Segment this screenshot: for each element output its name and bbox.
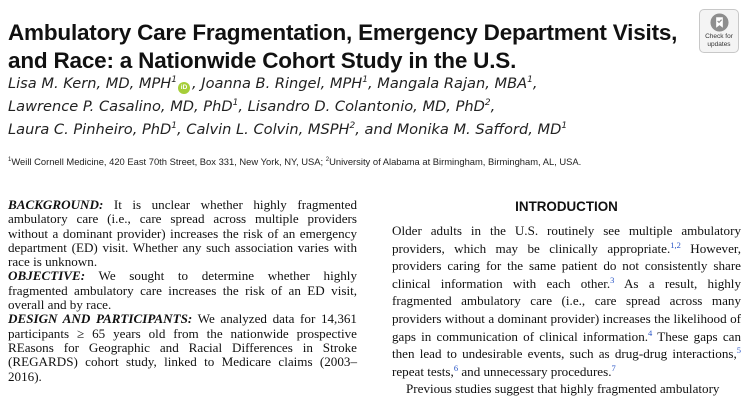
intro-text: and unnecessary procedures. <box>458 363 612 379</box>
author-list <box>8 72 738 141</box>
citation-ref: 1,2 <box>670 239 681 250</box>
background-label: BACKGROUND: <box>8 197 104 212</box>
abstract-background <box>8 198 357 269</box>
author-separator: , and <box>355 121 397 138</box>
affiliation-text: Weill Cornell Medicine, 420 East 70th Street, Box 331, New York, NY, USA; <box>11 156 326 167</box>
intro-text: However, providers caring for the same patient do not consistently share clinical information with each other. <box>392 240 741 291</box>
badge-label <box>700 33 738 48</box>
design-text: We analyzed data for 14,361 participants ≥ 65 years old from the nationwide prospective REasons for Geographic and Racial Differences in Stroke (REGARDS) cohort study, linked to Medicare claims (2003–2016). <box>8 311 357 384</box>
affiliation-marker: 1 <box>8 157 12 163</box>
bookmark-check-icon <box>710 13 729 32</box>
intro-text: repeat tests, <box>392 363 454 379</box>
badge-label-line2: updates <box>707 40 731 48</box>
abstract <box>8 198 357 384</box>
citation-ref: 6 <box>453 362 459 373</box>
author-affiliation-marker: 2 <box>349 121 356 131</box>
author-affiliation-marker: 2 <box>484 98 491 108</box>
objective-label: OBJECTIVE: <box>8 268 86 284</box>
abstract-objective <box>8 269 357 312</box>
intro-text: These gaps can then lead to undesirable events, such as drug-drug interactions, <box>392 328 741 362</box>
author-separator: , <box>177 121 187 138</box>
affiliation-marker: 2 <box>325 157 330 163</box>
introduction-paragraph-2: Previous studies suggest that highly fragmented ambulatory <box>406 381 720 397</box>
citation-ref: 3 <box>610 274 615 285</box>
author-affiliation-marker: 1 <box>561 121 568 131</box>
author-separator: , <box>490 98 496 115</box>
author-affiliation-marker: 1 <box>232 98 239 108</box>
introduction-paragraph-1 <box>392 222 741 380</box>
author-name: Monika M. Safford, MD <box>396 121 562 138</box>
badge-label-line1: Check for <box>705 33 733 40</box>
author-name: Joanna B. Ringel, MPH <box>201 75 363 92</box>
author-separator: , <box>238 98 248 115</box>
author-name: Laura C. Pinheiro, PhD <box>8 121 172 138</box>
orcid-icon: iD <box>178 82 190 94</box>
objective-text: We sought to determine whether highly fragmented ambulatory care increases the risk of an ED visit, overall and by race. <box>8 268 357 313</box>
author-affiliation-marker: 1 <box>171 75 178 85</box>
author-separator: , <box>192 75 202 92</box>
author-name: Calvin L. Colvin, MSPH <box>186 121 350 138</box>
check-for-updates-badge[interactable] <box>699 9 739 53</box>
design-label: DESIGN AND PARTICIPANTS: <box>8 311 193 327</box>
author-separator: , <box>367 75 378 92</box>
intro-text: As a result, highly fragmented ambulatory care (i.e., care spread across many providers without a dominant provider) increases the likelihood of gaps in communication of clinical information. <box>392 275 741 344</box>
author-name: Mangala Rajan, MBA <box>377 75 528 92</box>
affiliations <box>8 156 743 168</box>
author-name: Lisa M. Kern, MD, MPH <box>8 75 172 92</box>
author-affiliation-marker: 1 <box>527 75 533 85</box>
citation-ref: 7 <box>611 362 616 373</box>
abstract-design <box>8 312 357 383</box>
citation-ref: 5 <box>736 345 741 356</box>
introduction-body <box>392 222 741 398</box>
author-affiliation-marker: 1 <box>362 75 368 85</box>
author-separator: , <box>532 75 538 92</box>
author-name: Lisandro D. Colantonio, MD, PhD <box>247 98 485 115</box>
introduction-heading: INTRODUCTION <box>515 199 618 214</box>
article-title: Ambulatory Care Fragmentation, Emergency Department Visits, and Race: a Nationwide Cohort Study in the U.S. <box>8 20 678 74</box>
author-name: Lawrence P. Casalino, MD, PhD <box>8 98 233 115</box>
citation-ref: 4 <box>648 327 653 338</box>
background-text: It is unclear whether highly fragmented ambulatory care (i.e., care spread across multiple providers without a dominant provider) increases the risk of an emergency department (ED) visit. Whether any such association varies with race is unknown. <box>8 197 357 270</box>
intro-text: Older adults in the U.S. routinely see multiple ambulatory providers, which may be clinically appropriate. <box>392 223 741 256</box>
author-affiliation-marker: 1 <box>171 121 177 131</box>
affiliation-text: University of Alabama at Birmingham, Birmingham, AL, USA. <box>329 156 582 167</box>
